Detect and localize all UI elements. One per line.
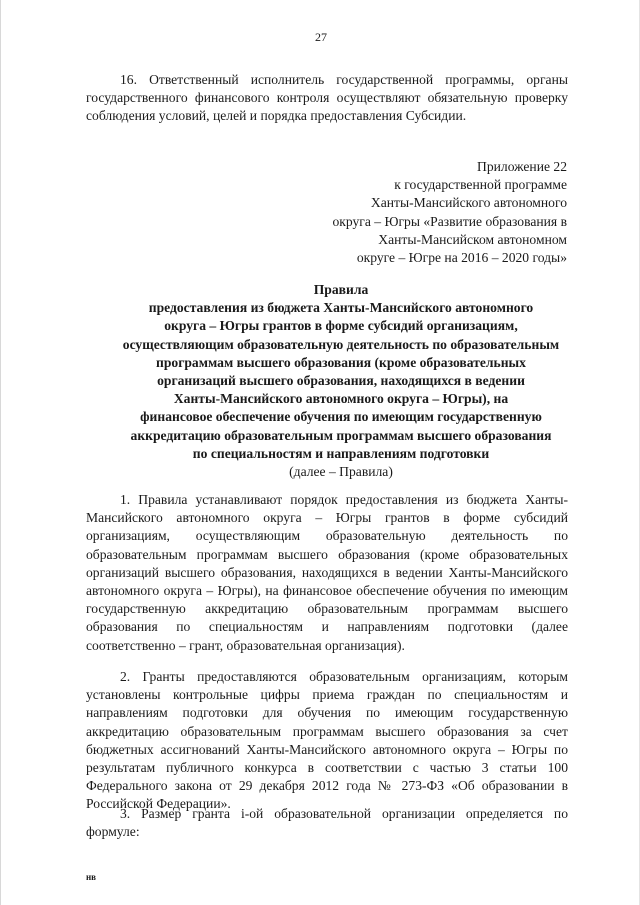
paragraph-16: 16. Ответственный исполнитель государственной программы, органы государственного финансового контроля осуществляют обязательную проверку соблюдения условий, целей и порядка предоставления Субсидии. [86, 72, 568, 124]
appendix-line: Приложение 22 [477, 159, 567, 174]
appendix-line: Ханты-Мансийского автономного [370, 195, 567, 211]
title-line: осуществляющим образовательную деятельность по образовательным [122, 336, 560, 352]
appendix-line: Ханты-Мансийском автономном [378, 231, 567, 247]
title-line: финансовое обеспечение обучения по имеющим государственную [140, 409, 542, 425]
paragraph-2: 2. Гранты предоставляются образовательным организациям, которым установлены контрольные цифры приема граждан по специальностям и направлениям подготовки для обучения по имеющим государственную аккредитацию образовательным программам высшего образования за счет бюджетных ассигнований Ханты-Мансийского автономного округа – Югры по результатам публичного конкурса в соответствии с частью 3 статьи 100 Федерального закона от 29 декабря 2012 года № 273-ФЗ «Об образовании в Российской Федерации». [86, 669, 568, 812]
page-number: 27 [315, 30, 327, 44]
title-line: программам высшего образования (кроме образовательных [156, 354, 526, 370]
title-line: организаций высшего образования, находящихся в ведении [157, 373, 525, 389]
title-line: по специальностям и направлениям подготовки [192, 445, 490, 461]
title-line: округа – Югры грантов в форме субсидий организациям, [164, 318, 518, 334]
appendix-line: округа – Югры «Развитие образования в [332, 213, 567, 229]
rules-title [71, 281, 611, 481]
title-line: предоставления из бюджета Ханты-Мансийского автономного [148, 300, 534, 316]
title-line: Ханты-Мансийского автономного округа – Югры), на [173, 391, 509, 407]
paragraph-3: 3. Размер гранта i-ой образовательной организации определяется по формуле: [86, 806, 568, 840]
appendix-line: округе – Югре на 2016 – 2020 годы» [356, 250, 567, 266]
appendix-header [277, 158, 567, 267]
title-heading: Правила [313, 282, 369, 297]
appendix-line: к государственной программе [394, 177, 567, 193]
title-subtitle: (далее – Правила) [289, 464, 393, 480]
footer-mark: нв [86, 872, 97, 882]
title-line: аккредитацию образовательным программам высшего образования [130, 427, 552, 443]
paragraph-1: 1. Правила устанавливают порядок предоставления из бюджета Ханты-Мансийского автономного округа – Югры грантов в форме субсидий организациям, осуществляющим образовательную деятельность по образовательным программам высшего образования (кроме образовательных организаций высшего образования, находящихся в ведении Ханты-Мансийского автономного округа – Югры), на финансовое обеспечение обучения по имеющим государственную аккредитацию образовательным программам высшего образования по специальностям и направлениям подготовки (далее соответственно – грант, образовательная организация). [86, 492, 568, 653]
